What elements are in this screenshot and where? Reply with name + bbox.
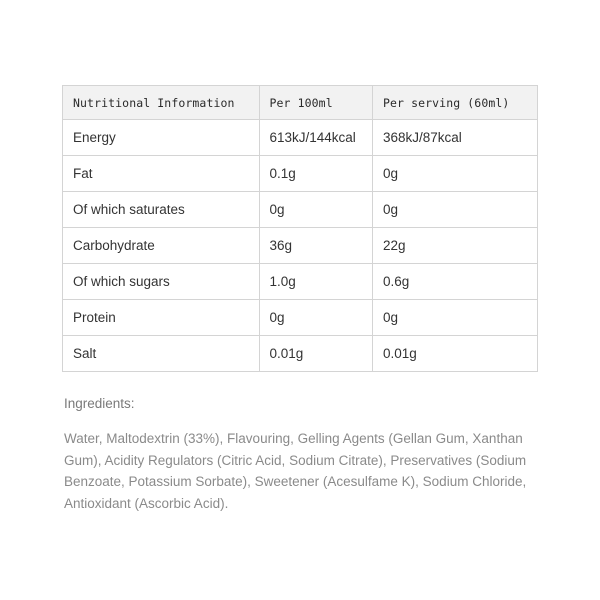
table-row — [63, 336, 538, 372]
per-100ml-value: 1.0g — [259, 264, 372, 300]
per-100ml-value: 613kJ/144kcal — [259, 120, 372, 156]
nutrient-name: Carbohydrate — [63, 228, 260, 264]
header-row — [63, 86, 538, 120]
per-100ml-value: 0.1g — [259, 156, 372, 192]
table-row — [63, 192, 538, 228]
per-serving-value: 368kJ/87kcal — [372, 120, 537, 156]
per-100ml-value: 0g — [259, 300, 372, 336]
table-row — [63, 264, 538, 300]
per-serving-value: 0g — [372, 156, 537, 192]
per-100ml-value: 0g — [259, 192, 372, 228]
nutrient-name: Energy — [63, 120, 260, 156]
nutrient-name: Salt — [63, 336, 260, 372]
nutrient-name: Of which sugars — [63, 264, 260, 300]
per-100ml-value: 36g — [259, 228, 372, 264]
nutrient-name: Of which saturates — [63, 192, 260, 228]
header-per-serving: Per serving (60ml) — [372, 86, 537, 120]
table-row — [63, 300, 538, 336]
per-serving-value: 0.6g — [372, 264, 537, 300]
nutrient-name: Protein — [63, 300, 260, 336]
per-serving-value: 0.01g — [372, 336, 537, 372]
per-serving-value: 0g — [372, 300, 537, 336]
ingredients-list: Water, Maltodextrin (33%), Flavouring, Gelling Agents (Gellan Gum, Xanthan Gum), Acidity Regulators (Citric Acid, Sodium Citrate), Preservatives (Sodium Benzoate, Potassium Sorbate), Sweetener (Acesulfame K), Sodium Chloride, Antioxidant (Ascorbic Acid). — [64, 431, 527, 511]
header-nutritional-information: Nutritional Information — [63, 86, 260, 120]
table-row — [63, 228, 538, 264]
ingredients-heading: Ingredients: — [64, 396, 135, 411]
header-per-100ml: Per 100ml — [259, 86, 372, 120]
table-row — [63, 156, 538, 192]
nutrition-table-header — [63, 86, 538, 120]
per-serving-value: 22g — [372, 228, 537, 264]
table-row — [63, 120, 538, 156]
per-serving-value: 0g — [372, 192, 537, 228]
nutrition-table-body — [63, 120, 538, 372]
nutrient-name: Fat — [63, 156, 260, 192]
nutrition-table — [62, 85, 538, 372]
per-100ml-value: 0.01g — [259, 336, 372, 372]
